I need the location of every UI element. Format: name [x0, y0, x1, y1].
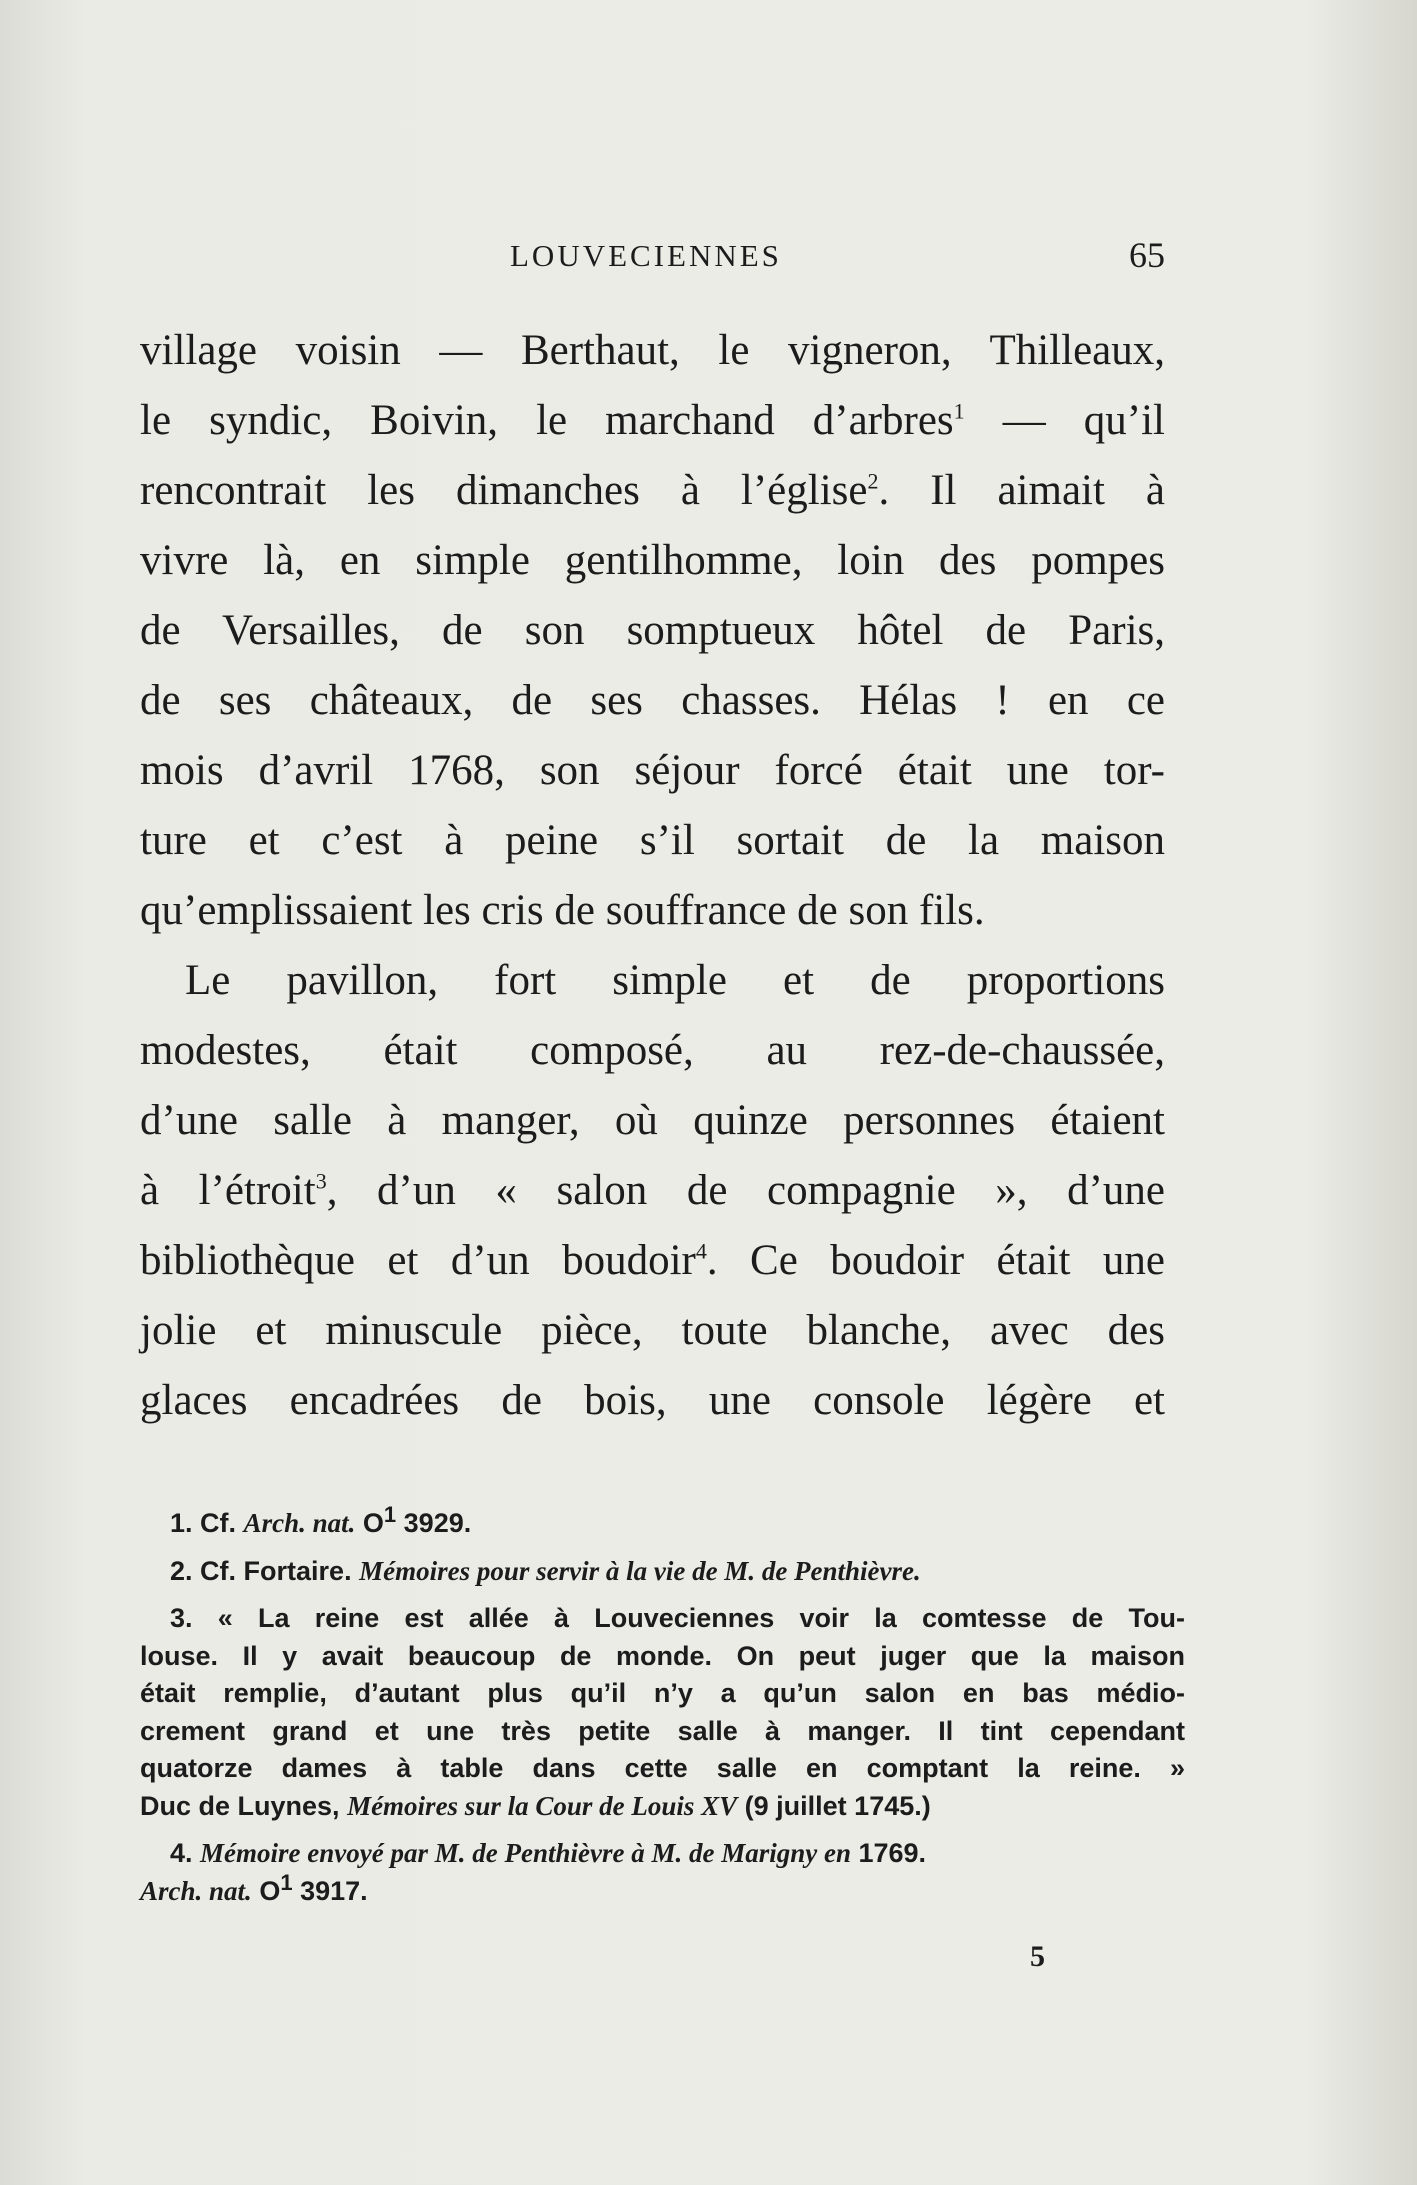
text-line: de Versailles, de son somptueux hôtel de Paris, [140, 607, 1165, 654]
footnote-ref: 4 [695, 1238, 707, 1264]
text-line: Le pavillon, fort simple et de proportions [185, 957, 1165, 1004]
signature-mark: 5 [1030, 1940, 1045, 1973]
footnote-1: 1. Cf. Arch. nat. $O^1$ 3929. [170, 1502, 472, 1538]
footnote-ref: 3 [315, 1168, 327, 1194]
text-line: d’une salle à manger, où quinze personnes étaient [140, 1097, 1165, 1144]
running-title: LOUVECIENNES [510, 238, 782, 273]
footnote-4: 4. Mémoire envoyé par M. de Penthièvre à M. de Marigny en 1769. Arch. nat. $O^1$ 3917. [140, 1838, 927, 1906]
text-line: rencontrait les dimanches à l’église$^2$. Il aimait à [140, 467, 1165, 514]
footnote-3: 3. « La reine est allée à Louveciennes voir la comtesse de Tou- louse. Il y avait beaucoup de monde. On peut juger que la maison était remplie, d’autant plus qu’il n’y a qu’un salon en bas médio- crement grand et une très petite salle à manger. Il tint cependant quatorze dames à table dans cette salle en comptant la reine. » Duc de Luynes, Mémoires sur la Cour de Louis XV (9 juillet 1745.) [140, 1603, 1185, 1821]
text-line: mois d’avril 1768, son séjour forcé était une tor- [140, 747, 1165, 794]
text-line: glaces encadrées de bois, une console légère et [140, 1377, 1165, 1424]
text-line: modestes, était composé, au rez-de-chaussée, [140, 1027, 1165, 1074]
text-line: jolie et minuscule pièce, toute blanche, avec des [140, 1307, 1165, 1354]
footnote-ref: 1 [953, 398, 965, 424]
text-line: village voisin — Berthaut, le vigneron, Thilleaux, [140, 327, 1165, 374]
page-header [140, 235, 1165, 282]
text-line: ture et c’est à peine s’il sortait de la maison [140, 817, 1165, 864]
text-line: le syndic, Boivin, le marchand d’arbres$^1$ — qu’il [140, 397, 1165, 444]
footnote-2: 2. Cf. Fortaire. Mémoires pour servir à la vie de M. de Penthièvre. [170, 1555, 921, 1586]
text-line: vivre là, en simple gentilhomme, loin des pompes [140, 537, 1165, 584]
text-line: à l’étroit$^3$, d’un « salon de compagnie », d’une [140, 1167, 1165, 1214]
page-number: 65 [1129, 235, 1165, 275]
body-text [140, 316, 1165, 1436]
text-line: de ses châteaux, de ses chasses. Hélas ! en ce [140, 677, 1165, 724]
text-line: qu’emplissaient les cris de souffrance de son fils. [140, 887, 985, 934]
text-line: bibliothèque et d’un boudoir$^4$. Ce boudoir était une [140, 1237, 1165, 1284]
footnote-ref: 2 [867, 468, 879, 494]
footnotes [140, 1502, 1185, 1920]
